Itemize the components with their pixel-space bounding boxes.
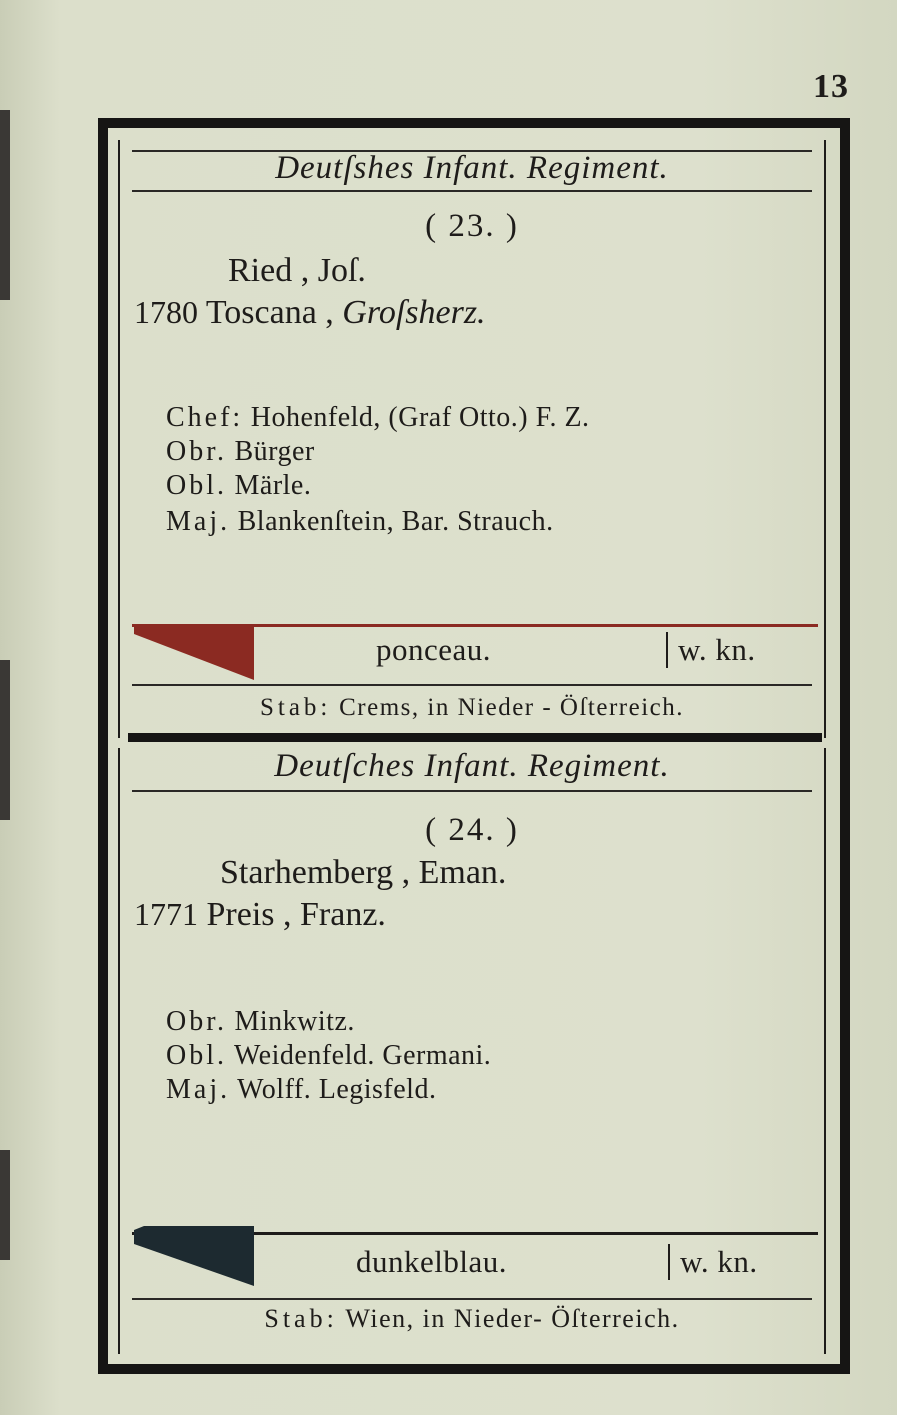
regiment-entry: [118, 748, 826, 1354]
proprietor-name: Ried , Joſ.: [228, 252, 366, 289]
officer-line: [166, 1074, 436, 1106]
officer-rank: Chef:: [166, 402, 244, 433]
staff-location: [120, 694, 824, 722]
officer-name: Märle.: [234, 470, 312, 501]
facing-color-label: ponceau.: [376, 632, 492, 667]
officer-line: [166, 1006, 355, 1038]
facing-color-swatch: [134, 1226, 256, 1282]
regiment-entry: [118, 140, 826, 738]
regiment-number: ( 23. ): [425, 208, 519, 244]
officer-name: Wolff. Legisfeld.: [237, 1074, 437, 1105]
officer-name: Blankenſtein, Bar. Strauch.: [237, 506, 554, 537]
entry-separator: [128, 733, 822, 742]
regiment-title: Deutſshes Infant. Regiment.: [275, 150, 669, 186]
facing-color-label: dunkelblau.: [356, 1244, 507, 1279]
officer-line: [166, 436, 315, 468]
officer-name: Bürger: [234, 436, 315, 467]
officer-name: Minkwitz.: [234, 1006, 355, 1037]
staff-place: Wien, in Nieder- Öſterreich.: [345, 1304, 680, 1333]
binding-shadow: [0, 660, 10, 820]
officer-name: Weidenfeld. Germani.: [234, 1040, 492, 1071]
staff-label: Stab:: [259, 694, 332, 721]
divider: [132, 684, 812, 686]
binding-shadow: [0, 1150, 10, 1260]
divider: [132, 1298, 812, 1300]
second-proprietor-year: 1780: [134, 294, 198, 330]
officer-rank: Obr.: [166, 436, 227, 467]
second-proprietor-name: Toscana ,: [205, 294, 334, 331]
second-proprietor: [134, 294, 486, 332]
officer-line: [166, 402, 590, 434]
second-proprietor-name: Preis , Franz.: [206, 896, 386, 933]
binding-shadow: [0, 110, 10, 300]
regiment-title: Deutſches Infant. Regiment.: [274, 748, 670, 784]
staff-label: Stab:: [264, 1304, 338, 1333]
officer-name: Hohenfeld, (Graf Otto.) F. Z.: [250, 402, 590, 433]
staff-location: [120, 1304, 824, 1334]
officer-line: [166, 1040, 491, 1072]
officer-rank: Obr.: [166, 1006, 227, 1037]
staff-place: Crems, in Nieder - Öſterreich.: [339, 694, 685, 721]
facing-color-swatch: [134, 624, 256, 680]
officer-rank: Obl.: [166, 1040, 227, 1071]
officer-line: [166, 506, 554, 538]
officer-line: [166, 470, 311, 502]
button-color-label: w. kn.: [666, 632, 756, 668]
officer-rank: Maj.: [166, 506, 231, 537]
divider: [132, 190, 812, 192]
second-proprietor: [134, 896, 386, 934]
proprietor-name: Starhemberg , Eman.: [220, 854, 507, 891]
officer-rank: Obl.: [166, 470, 227, 501]
page-number: 13: [813, 68, 849, 105]
divider: [132, 790, 812, 792]
regiment-number: ( 24. ): [425, 812, 519, 848]
officer-rank: Maj.: [166, 1074, 231, 1105]
second-proprietor-title: Groſsherz.: [342, 294, 486, 331]
second-proprietor-year: 1771: [134, 896, 198, 932]
button-color-label: w. kn.: [668, 1244, 758, 1280]
